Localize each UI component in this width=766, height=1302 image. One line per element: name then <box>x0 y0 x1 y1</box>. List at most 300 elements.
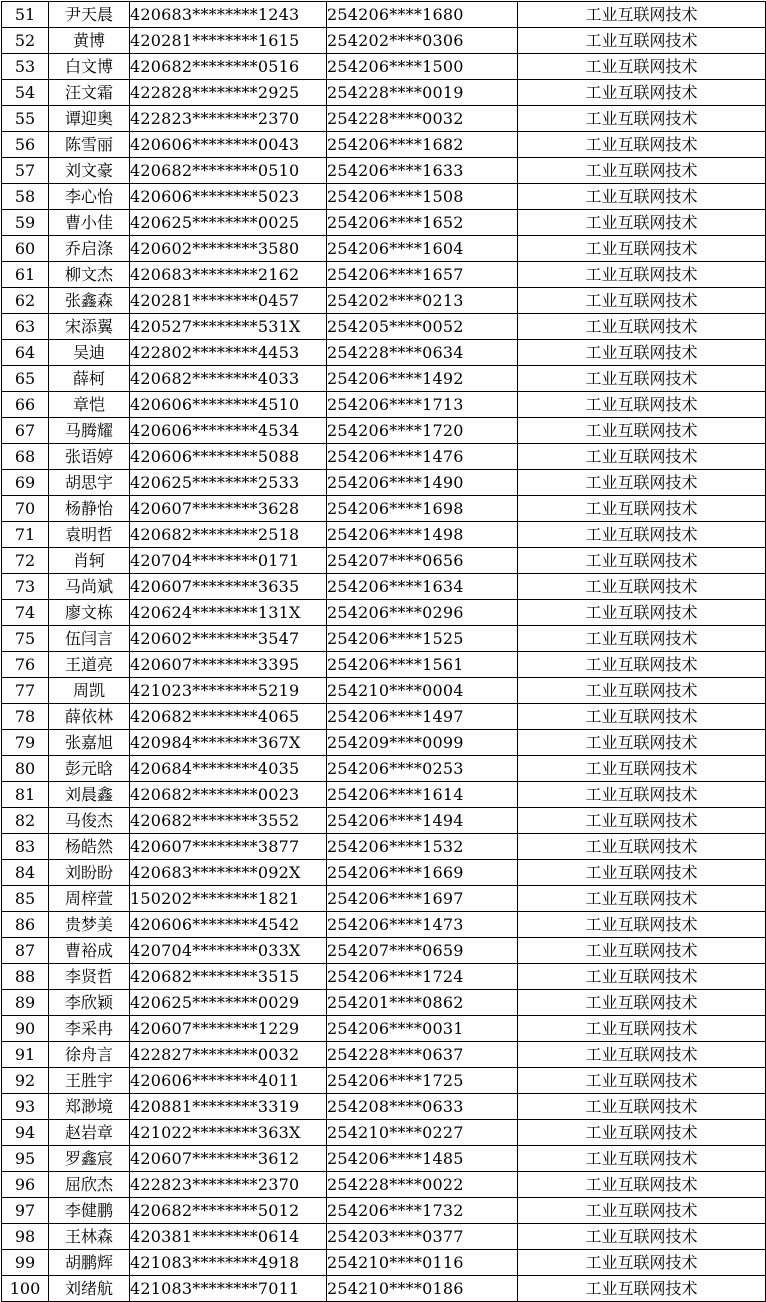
table-row <box>2 808 766 834</box>
student-name-cell: 刘文豪 <box>49 158 130 184</box>
row-number-cell: 66 <box>2 392 49 418</box>
student-name-cell: 章恺 <box>49 392 130 418</box>
student-table <box>1 1 766 1302</box>
student-name-cell: 周凯 <box>49 678 130 704</box>
major-name-cell: 工业互联网技术 <box>518 782 766 808</box>
table-row <box>2 1120 766 1146</box>
student-name-cell: 吴迪 <box>49 340 130 366</box>
student-name-cell: 李健鹏 <box>49 1198 130 1224</box>
exam-number-cell: 254206****1508 <box>327 184 518 210</box>
table-row <box>2 80 766 106</box>
row-number-cell: 76 <box>2 652 49 678</box>
student-name-cell: 王林森 <box>49 1224 130 1250</box>
major-name-cell: 工业互联网技术 <box>518 132 766 158</box>
table-row <box>2 392 766 418</box>
table-row <box>2 1198 766 1224</box>
id-number-cell: 420984********367X <box>130 730 327 756</box>
exam-number-cell: 254206****1682 <box>327 132 518 158</box>
major-name-cell: 工业互联网技术 <box>518 1094 766 1120</box>
id-number-cell: 421083********4918 <box>130 1250 327 1276</box>
student-name-cell: 伍闫言 <box>49 626 130 652</box>
row-number-cell: 88 <box>2 964 49 990</box>
student-name-cell: 谭迎奥 <box>49 106 130 132</box>
major-name-cell: 工业互联网技术 <box>518 366 766 392</box>
student-name-cell: 汪文霜 <box>49 80 130 106</box>
id-number-cell: 420682********0516 <box>130 54 327 80</box>
major-name-cell: 工业互联网技术 <box>518 496 766 522</box>
row-number-cell: 98 <box>2 1224 49 1250</box>
student-name-cell: 刘晨鑫 <box>49 782 130 808</box>
table-row <box>2 444 766 470</box>
id-number-cell: 420625********0029 <box>130 990 327 1016</box>
student-name-cell: 杨皓然 <box>49 834 130 860</box>
student-name-cell: 黄博 <box>49 28 130 54</box>
row-number-cell: 77 <box>2 678 49 704</box>
student-name-cell: 徐舟言 <box>49 1042 130 1068</box>
id-number-cell: 420527********531X <box>130 314 327 340</box>
id-number-cell: 422823********2370 <box>130 106 327 132</box>
id-number-cell: 420381********0614 <box>130 1224 327 1250</box>
student-name-cell: 李贤哲 <box>49 964 130 990</box>
major-name-cell: 工业互联网技术 <box>518 626 766 652</box>
student-name-cell: 王道亮 <box>49 652 130 678</box>
student-name-cell: 曹小佳 <box>49 210 130 236</box>
student-name-cell: 屈欣杰 <box>49 1172 130 1198</box>
student-name-cell: 王胜宇 <box>49 1068 130 1094</box>
major-name-cell: 工业互联网技术 <box>518 1172 766 1198</box>
row-number-cell: 87 <box>2 938 49 964</box>
table-row <box>2 314 766 340</box>
student-name-cell: 马腾耀 <box>49 418 130 444</box>
exam-number-cell: 254210****0186 <box>327 1276 518 1302</box>
exam-number-cell: 254206****1498 <box>327 522 518 548</box>
major-name-cell: 工业互联网技术 <box>518 184 766 210</box>
exam-number-cell: 254206****1698 <box>327 496 518 522</box>
table-row <box>2 1250 766 1276</box>
table-row <box>2 678 766 704</box>
row-number-cell: 78 <box>2 704 49 730</box>
id-number-cell: 420606********4510 <box>130 392 327 418</box>
student-name-cell: 李欣颖 <box>49 990 130 1016</box>
table-row <box>2 1276 766 1302</box>
exam-number-cell: 254203****0377 <box>327 1224 518 1250</box>
id-number-cell: 420607********3628 <box>130 496 327 522</box>
id-number-cell: 421023********5219 <box>130 678 327 704</box>
table-row <box>2 626 766 652</box>
id-number-cell: 420607********3635 <box>130 574 327 600</box>
student-name-cell: 宋添翼 <box>49 314 130 340</box>
major-name-cell: 工业互联网技术 <box>518 600 766 626</box>
student-name-cell: 袁明哲 <box>49 522 130 548</box>
table-row <box>2 834 766 860</box>
exam-number-cell: 254206****1494 <box>327 808 518 834</box>
student-name-cell: 郑渺境 <box>49 1094 130 1120</box>
row-number-cell: 68 <box>2 444 49 470</box>
table-row <box>2 1094 766 1120</box>
table-row <box>2 548 766 574</box>
student-name-cell: 胡鹏辉 <box>49 1250 130 1276</box>
row-number-cell: 55 <box>2 106 49 132</box>
major-name-cell: 工业互联网技术 <box>518 210 766 236</box>
major-name-cell: 工业互联网技术 <box>518 1068 766 1094</box>
id-number-cell: 420704********033X <box>130 938 327 964</box>
table-row <box>2 522 766 548</box>
exam-number-cell: 254206****1604 <box>327 236 518 262</box>
major-name-cell: 工业互联网技术 <box>518 314 766 340</box>
exam-number-cell: 254228****0637 <box>327 1042 518 1068</box>
exam-number-cell: 254228****0634 <box>327 340 518 366</box>
exam-number-cell: 254206****1561 <box>327 652 518 678</box>
table-row <box>2 418 766 444</box>
student-name-cell: 赵岩章 <box>49 1120 130 1146</box>
table-row <box>2 1042 766 1068</box>
id-number-cell: 420704********0171 <box>130 548 327 574</box>
id-number-cell: 420682********4065 <box>130 704 327 730</box>
major-name-cell: 工业互联网技术 <box>518 990 766 1016</box>
major-name-cell: 工业互联网技术 <box>518 1042 766 1068</box>
table-row <box>2 652 766 678</box>
major-name-cell: 工业互联网技术 <box>518 106 766 132</box>
id-number-cell: 420281********0457 <box>130 288 327 314</box>
table-row <box>2 782 766 808</box>
exam-number-cell: 254228****0019 <box>327 80 518 106</box>
row-number-cell: 100 <box>2 1276 49 1302</box>
major-name-cell: 工业互联网技术 <box>518 548 766 574</box>
exam-number-cell: 254206****1732 <box>327 1198 518 1224</box>
exam-number-cell: 254206****1473 <box>327 912 518 938</box>
row-number-cell: 93 <box>2 1094 49 1120</box>
exam-number-cell: 254210****0116 <box>327 1250 518 1276</box>
id-number-cell: 422827********0032 <box>130 1042 327 1068</box>
exam-number-cell: 254208****0633 <box>327 1094 518 1120</box>
row-number-cell: 80 <box>2 756 49 782</box>
table-row <box>2 730 766 756</box>
major-name-cell: 工业互联网技术 <box>518 730 766 756</box>
major-name-cell: 工业互联网技术 <box>518 1250 766 1276</box>
table-row <box>2 54 766 80</box>
row-number-cell: 97 <box>2 1198 49 1224</box>
exam-number-cell: 254206****0031 <box>327 1016 518 1042</box>
table-row <box>2 964 766 990</box>
id-number-cell: 420683********092X <box>130 860 327 886</box>
major-name-cell: 工业互联网技术 <box>518 262 766 288</box>
row-number-cell: 52 <box>2 28 49 54</box>
row-number-cell: 59 <box>2 210 49 236</box>
exam-number-cell: 254228****0032 <box>327 106 518 132</box>
id-number-cell: 420682********5012 <box>130 1198 327 1224</box>
student-name-cell: 柳文杰 <box>49 262 130 288</box>
table-row <box>2 1016 766 1042</box>
id-number-cell: 420624********131X <box>130 600 327 626</box>
student-table-body <box>2 2 766 1302</box>
exam-number-cell: 254206****1614 <box>327 782 518 808</box>
exam-number-cell: 254228****0022 <box>327 1172 518 1198</box>
exam-number-cell: 254206****1476 <box>327 444 518 470</box>
table-row <box>2 1146 766 1172</box>
exam-number-cell: 254210****0004 <box>327 678 518 704</box>
row-number-cell: 73 <box>2 574 49 600</box>
major-name-cell: 工业互联网技术 <box>518 912 766 938</box>
student-name-cell: 胡思宇 <box>49 470 130 496</box>
major-name-cell: 工业互联网技术 <box>518 2 766 28</box>
exam-number-cell: 254206****1724 <box>327 964 518 990</box>
id-number-cell: 420607********3877 <box>130 834 327 860</box>
exam-number-cell: 254206****1652 <box>327 210 518 236</box>
row-number-cell: 74 <box>2 600 49 626</box>
table-row <box>2 756 766 782</box>
row-number-cell: 86 <box>2 912 49 938</box>
row-number-cell: 64 <box>2 340 49 366</box>
student-name-cell: 肖轲 <box>49 548 130 574</box>
student-name-cell: 马尚斌 <box>49 574 130 600</box>
major-name-cell: 工业互联网技术 <box>518 756 766 782</box>
row-number-cell: 94 <box>2 1120 49 1146</box>
major-name-cell: 工业互联网技术 <box>518 574 766 600</box>
id-number-cell: 422828********2925 <box>130 80 327 106</box>
row-number-cell: 84 <box>2 860 49 886</box>
major-name-cell: 工业互联网技术 <box>518 340 766 366</box>
exam-number-cell: 254206****1490 <box>327 470 518 496</box>
id-number-cell: 422802********4453 <box>130 340 327 366</box>
student-name-cell: 薛柯 <box>49 366 130 392</box>
row-number-cell: 85 <box>2 886 49 912</box>
exam-number-cell: 254207****0659 <box>327 938 518 964</box>
major-name-cell: 工业互联网技术 <box>518 392 766 418</box>
id-number-cell: 420602********3580 <box>130 236 327 262</box>
major-name-cell: 工业互联网技术 <box>518 1276 766 1302</box>
major-name-cell: 工业互联网技术 <box>518 704 766 730</box>
major-name-cell: 工业互联网技术 <box>518 444 766 470</box>
id-number-cell: 420682********0510 <box>130 158 327 184</box>
exam-number-cell: 254206****1697 <box>327 886 518 912</box>
table-row <box>2 938 766 964</box>
exam-number-cell: 254206****1720 <box>327 418 518 444</box>
student-name-cell: 乔启涤 <box>49 236 130 262</box>
row-number-cell: 92 <box>2 1068 49 1094</box>
table-row <box>2 366 766 392</box>
row-number-cell: 58 <box>2 184 49 210</box>
table-row <box>2 288 766 314</box>
exam-number-cell: 254205****0052 <box>327 314 518 340</box>
id-number-cell: 420606********4534 <box>130 418 327 444</box>
row-number-cell: 70 <box>2 496 49 522</box>
table-row <box>2 496 766 522</box>
major-name-cell: 工业互联网技术 <box>518 678 766 704</box>
table-row <box>2 28 766 54</box>
row-number-cell: 51 <box>2 2 49 28</box>
id-number-cell: 420602********3547 <box>130 626 327 652</box>
row-number-cell: 81 <box>2 782 49 808</box>
table-row <box>2 574 766 600</box>
exam-number-cell: 254206****0296 <box>327 600 518 626</box>
major-name-cell: 工业互联网技术 <box>518 28 766 54</box>
student-name-cell: 曹裕成 <box>49 938 130 964</box>
major-name-cell: 工业互联网技术 <box>518 54 766 80</box>
student-name-cell: 李采冉 <box>49 1016 130 1042</box>
table-row <box>2 1068 766 1094</box>
student-name-cell: 白文博 <box>49 54 130 80</box>
id-number-cell: 420606********4011 <box>130 1068 327 1094</box>
table-row <box>2 470 766 496</box>
id-number-cell: 420682********3515 <box>130 964 327 990</box>
exam-number-cell: 254206****1500 <box>327 54 518 80</box>
exam-number-cell: 254206****1713 <box>327 392 518 418</box>
id-number-cell: 420682********4033 <box>130 366 327 392</box>
table-row <box>2 860 766 886</box>
student-name-cell: 马俊杰 <box>49 808 130 834</box>
row-number-cell: 65 <box>2 366 49 392</box>
student-name-cell: 陈雪丽 <box>49 132 130 158</box>
exam-number-cell: 254207****0656 <box>327 548 518 574</box>
row-number-cell: 96 <box>2 1172 49 1198</box>
exam-number-cell: 254206****1657 <box>327 262 518 288</box>
student-name-cell: 张嘉旭 <box>49 730 130 756</box>
exam-number-cell: 254206****1634 <box>327 574 518 600</box>
major-name-cell: 工业互联网技术 <box>518 288 766 314</box>
id-number-cell: 420684********4035 <box>130 756 327 782</box>
table-row <box>2 236 766 262</box>
table-row <box>2 886 766 912</box>
id-number-cell: 420607********3612 <box>130 1146 327 1172</box>
exam-number-cell: 254202****0306 <box>327 28 518 54</box>
id-number-cell: 420606********5088 <box>130 444 327 470</box>
exam-number-cell: 254201****0862 <box>327 990 518 1016</box>
id-number-cell: 420625********2533 <box>130 470 327 496</box>
row-number-cell: 75 <box>2 626 49 652</box>
row-number-cell: 89 <box>2 990 49 1016</box>
major-name-cell: 工业互联网技术 <box>518 808 766 834</box>
row-number-cell: 62 <box>2 288 49 314</box>
major-name-cell: 工业互联网技术 <box>518 860 766 886</box>
exam-number-cell: 254206****1669 <box>327 860 518 886</box>
id-number-cell: 420607********1229 <box>130 1016 327 1042</box>
row-number-cell: 67 <box>2 418 49 444</box>
major-name-cell: 工业互联网技术 <box>518 1198 766 1224</box>
major-name-cell: 工业互联网技术 <box>518 834 766 860</box>
id-number-cell: 420606********5023 <box>130 184 327 210</box>
id-number-cell: 420683********1243 <box>130 2 327 28</box>
table-row <box>2 990 766 1016</box>
id-number-cell: 420607********3395 <box>130 652 327 678</box>
row-number-cell: 56 <box>2 132 49 158</box>
major-name-cell: 工业互联网技术 <box>518 652 766 678</box>
id-number-cell: 420682********2518 <box>130 522 327 548</box>
row-number-cell: 69 <box>2 470 49 496</box>
row-number-cell: 99 <box>2 1250 49 1276</box>
major-name-cell: 工业互联网技术 <box>518 236 766 262</box>
student-name-cell: 周梓萱 <box>49 886 130 912</box>
major-name-cell: 工业互联网技术 <box>518 470 766 496</box>
row-number-cell: 90 <box>2 1016 49 1042</box>
major-name-cell: 工业互联网技术 <box>518 522 766 548</box>
exam-number-cell: 254206****1497 <box>327 704 518 730</box>
major-name-cell: 工业互联网技术 <box>518 80 766 106</box>
id-number-cell: 420682********3552 <box>130 808 327 834</box>
table-row <box>2 2 766 28</box>
exam-number-cell: 254206****1680 <box>327 2 518 28</box>
major-name-cell: 工业互联网技术 <box>518 1224 766 1250</box>
major-name-cell: 工业互联网技术 <box>518 158 766 184</box>
id-number-cell: 420606********4542 <box>130 912 327 938</box>
student-name-cell: 贵梦美 <box>49 912 130 938</box>
table-row <box>2 210 766 236</box>
table-row <box>2 704 766 730</box>
major-name-cell: 工业互联网技术 <box>518 964 766 990</box>
row-number-cell: 61 <box>2 262 49 288</box>
exam-number-cell: 254206****1633 <box>327 158 518 184</box>
table-row <box>2 158 766 184</box>
student-name-cell: 薛依林 <box>49 704 130 730</box>
table-row <box>2 184 766 210</box>
row-number-cell: 57 <box>2 158 49 184</box>
major-name-cell: 工业互联网技术 <box>518 938 766 964</box>
table-row <box>2 912 766 938</box>
student-name-cell: 张语婷 <box>49 444 130 470</box>
id-number-cell: 420606********0043 <box>130 132 327 158</box>
student-name-cell: 刘绪航 <box>49 1276 130 1302</box>
exam-number-cell: 254206****0253 <box>327 756 518 782</box>
table-row <box>2 106 766 132</box>
id-number-cell: 420683********2162 <box>130 262 327 288</box>
major-name-cell: 工业互联网技术 <box>518 1120 766 1146</box>
exam-number-cell: 254206****1492 <box>327 366 518 392</box>
exam-number-cell: 254206****1725 <box>327 1068 518 1094</box>
major-name-cell: 工业互联网技术 <box>518 886 766 912</box>
row-number-cell: 79 <box>2 730 49 756</box>
table-row <box>2 132 766 158</box>
major-name-cell: 工业互联网技术 <box>518 1146 766 1172</box>
student-name-cell: 李心怡 <box>49 184 130 210</box>
row-number-cell: 91 <box>2 1042 49 1068</box>
student-name-cell: 罗鑫宸 <box>49 1146 130 1172</box>
row-number-cell: 83 <box>2 834 49 860</box>
major-name-cell: 工业互联网技术 <box>518 418 766 444</box>
row-number-cell: 72 <box>2 548 49 574</box>
table-row <box>2 600 766 626</box>
student-name-cell: 杨静怡 <box>49 496 130 522</box>
student-name-cell: 刘盼盼 <box>49 860 130 886</box>
row-number-cell: 53 <box>2 54 49 80</box>
row-number-cell: 82 <box>2 808 49 834</box>
table-row <box>2 1172 766 1198</box>
id-number-cell: 422823********2370 <box>130 1172 327 1198</box>
id-number-cell: 420281********1615 <box>130 28 327 54</box>
id-number-cell: 420625********0025 <box>130 210 327 236</box>
id-number-cell: 420881********3319 <box>130 1094 327 1120</box>
exam-number-cell: 254206****1485 <box>327 1146 518 1172</box>
id-number-cell: 421022********363X <box>130 1120 327 1146</box>
student-name-cell: 尹天晨 <box>49 2 130 28</box>
exam-number-cell: 254209****0099 <box>327 730 518 756</box>
row-number-cell: 60 <box>2 236 49 262</box>
id-number-cell: 420682********0023 <box>130 782 327 808</box>
row-number-cell: 63 <box>2 314 49 340</box>
row-number-cell: 95 <box>2 1146 49 1172</box>
exam-number-cell: 254206****1525 <box>327 626 518 652</box>
id-number-cell: 421083********7011 <box>130 1276 327 1302</box>
table-row <box>2 262 766 288</box>
table-row <box>2 1224 766 1250</box>
student-name-cell: 廖文栋 <box>49 600 130 626</box>
student-name-cell: 张鑫森 <box>49 288 130 314</box>
exam-number-cell: 254206****1532 <box>327 834 518 860</box>
major-name-cell: 工业互联网技术 <box>518 1016 766 1042</box>
exam-number-cell: 254210****0227 <box>327 1120 518 1146</box>
row-number-cell: 54 <box>2 80 49 106</box>
row-number-cell: 71 <box>2 522 49 548</box>
student-name-cell: 彭元晗 <box>49 756 130 782</box>
id-number-cell: 150202********1821 <box>130 886 327 912</box>
